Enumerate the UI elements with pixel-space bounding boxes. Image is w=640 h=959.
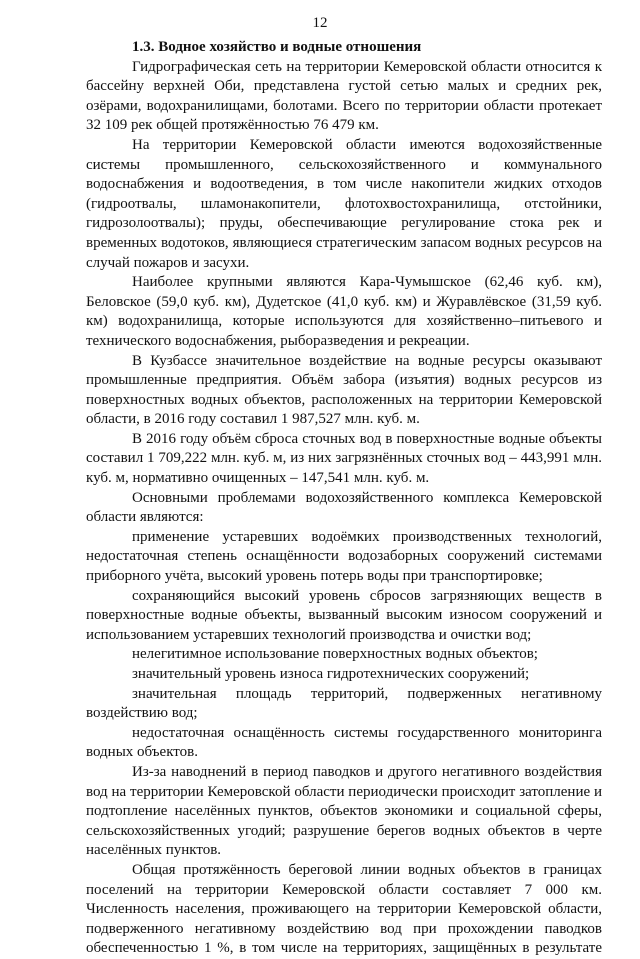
paragraph-shoreline: Общая протяжённость береговой линии водных объектов в границах поселений на территории Кемеровской области составляет 7 000 км. Численность населения, проживающего на территории Кемеровской области, подверженного негативному воздействию вод при прохождении паводков обеспеченностью 1 %, в том числе на территориях, защищённых в результате (86, 861, 602, 957)
paragraph-problems-intro: Основными проблемами водохозяйственного комплекса Кемеровской области являются: (86, 489, 602, 526)
page-content (86, 38, 602, 959)
problem-item: значительный уровень износа гидротехнических сооружений; (132, 666, 530, 682)
paragraph-water-intake: В Кузбассе значительное воздействие на водные ресурсы оказывают промышленные предприятия. Объём забора (изъятия) водных ресурсов из поверхностных водных объектов, расположенных на территории Кемеровской области, в 2016 году составил 1 987,527 млн. куб. м. (86, 352, 602, 428)
section-heading: 1.3. Водное хозяйство и водные отношения (132, 39, 422, 55)
paragraph-hydrography: Гидрографическая сеть на территории Кемеровской области относится к бассейну верхней Оби, представлена густой сетью малых и средних рек, озёрами, водохранилищами, болотами. Всего по территории области протекает 32 109 рек общей протяжённостью 76 479 км. (86, 58, 602, 134)
problem-item: значительная площадь территорий, подверженных негативному воздействию вод; (86, 685, 602, 722)
problem-item: сохраняющийся высокий уровень сбросов загрязняющих веществ в поверхностные водные объекты, вызванный высоким износом сооружений и использованием устаревших технологий производства и очистки вод; (86, 587, 602, 643)
paragraph-water-systems: На территории Кемеровской области имеются водохозяйственные системы промышленного, сельскохозяйственного и коммунального водоснабжения и водоотведения, в том числе накопители жидких отходов (гидроотвалы, шламонакопители, флотохвостохранилища, отстойники, гидрозолоотвалы); пруды, обеспечивающие регулирование стока рек и временных водотоков, являющиеся стратегическим запасом водных ресурсов на случай пожаров и засухи. (86, 136, 602, 271)
paragraph-wastewater: В 2016 году объём сброса сточных вод в поверхностные водные объекты составил 1 709,222 млн. куб. м, из них загрязнённых сточных вод – 443,991 млн. куб. м, нормативно очищенных – 147,541 млн. куб. м. (86, 430, 602, 487)
problem-item: недостаточная оснащённость системы государственного мониторинга водных объектов. (86, 724, 602, 761)
paragraph-reservoirs: Наиболее крупными являются Кара-Чумышское (62,46 куб. км), Беловское (59,0 куб. км), Дудетское (41,0 куб. км) и Журавлёвское (31,59 куб. км) водохранилища, которые используются для хозяйственно–питьевого и технического водоснабжения, рыборазведения и рекреации. (86, 274, 602, 349)
problem-item: применение устаревших водоёмких производственных технологий, недостаточная степень оснащённости водозаборных сооружений системами приборного учёта, высокий уровень потерь воды при транспортировке; (86, 528, 602, 585)
paragraph-floods: Из-за наводнений в период паводков и другого негативного воздействия вод на территории Кемеровской области периодически происходит затопление и подтопление населённых пунктов, объектов экономики и социальной сферы, сельскохозяйственных угодий; разрушение берегов водных объектов в черте населённых пунктов. (86, 763, 602, 859)
problem-item: нелегитимное использование поверхностных водных объектов; (132, 646, 538, 663)
page-number: 12 (312, 15, 328, 31)
